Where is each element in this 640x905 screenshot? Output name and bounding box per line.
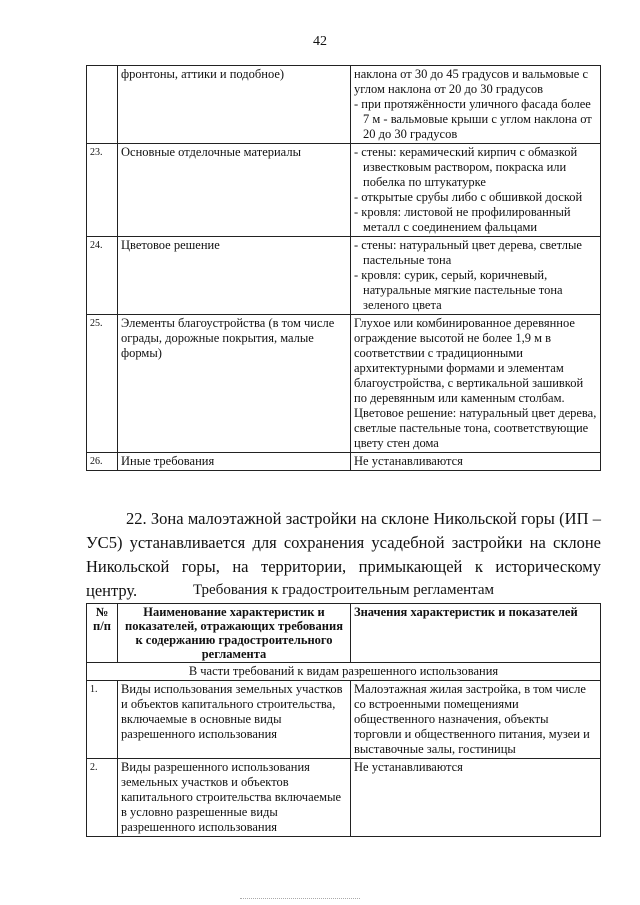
row-number: 2.: [87, 759, 118, 837]
table-row: [87, 237, 601, 315]
row-value: [351, 237, 601, 315]
list-item: - открытые срубы либо с обшивкой доской: [354, 190, 597, 205]
row-value: [351, 66, 601, 144]
section-row: [87, 663, 601, 681]
table-subheading: Требования к градостроительным регламентам: [192, 582, 495, 598]
list-item: - кровля: сурик, серый, коричневый, натуральные мягкие пастельные тона зеленого цвета: [354, 268, 597, 313]
row-value: [351, 315, 601, 453]
list-item: - стены: натуральный цвет дерева, светлые пастельные тона: [354, 238, 597, 268]
zone-requirements-table: [86, 603, 601, 837]
row-name: Цветовое решение: [118, 237, 351, 315]
page-number: 42: [313, 34, 327, 49]
row-number: 26.: [87, 453, 118, 471]
table-row: [87, 681, 601, 759]
list-item: - стены: керамический кирпич с обмазкой известковым раствором, покраска или побелка по штукатурке: [354, 145, 597, 190]
table-row: [87, 315, 601, 453]
value-list: [354, 238, 597, 313]
row-value: Не устанавливаются: [351, 759, 601, 837]
header-value: Значения характеристик и показателей: [351, 604, 601, 663]
row-name: Виды использования земельных участков и объектов капитального строительства, включаемые в основные виды разрешенного использования: [118, 681, 351, 759]
section-title: В части требований к видам разрешенного использования: [87, 663, 601, 681]
row-value: Малоэтажная жилая застройка, в том числе со встроенными помещениями общественного назначения, объекты торговли и общественного питания, музеи и выставочные залы, гостиницы: [351, 681, 601, 759]
row-value: [351, 453, 601, 471]
scan-artifact: [240, 896, 360, 899]
value-list: [354, 145, 597, 235]
value-text: наклона от 30 до 45 градусов и вальмовые с углом наклона от 20 до 30 градусов: [354, 67, 589, 96]
row-number: 25.: [87, 315, 118, 453]
header-number: № п/п: [87, 604, 118, 663]
table-row: [87, 759, 601, 837]
row-number: 23.: [87, 144, 118, 237]
table-row: [87, 144, 601, 237]
row-name: фронтоны, аттики и подобное): [118, 66, 351, 144]
zone-paragraph: 22. Зона малоэтажной застройки на склоне Никольской горы (ИП – УС5) устанавливается для сохранения усадебной застройки на склоне Никольской горы, на территории, примыкающей к историческому центру.: [86, 509, 601, 600]
regulations-table-body: [87, 66, 601, 471]
row-name: Виды разрешенного использования земельных участков и объектов капитального строительства включаемые в условно разрешенные виды разрешенного использования: [118, 759, 351, 837]
row-number: [87, 66, 118, 144]
row-name: Элементы благоустройства (в том числе ограды, дорожные покрытия, малые формы): [118, 315, 351, 453]
row-value: [351, 144, 601, 237]
list-item: - при протяжённости уличного фасада более 7 м - вальмовые крыши с углом наклона от 20 до 30 градусов: [354, 97, 597, 142]
row-name: Иные требования: [118, 453, 351, 471]
table-row: [87, 453, 601, 471]
value-list: [354, 97, 597, 142]
table-header-row: [87, 604, 601, 663]
value-text: Глухое или комбинированное деревянное ограждение высотой не более 1,9 м в соответствии с традиционными архитектурными формами и элементам благоустройства, с вертикальной зашивкой по деревянным или каменным столбам. Цветовое решение: натуральный цвет дерева, светлые пастельные тона, соответствующие цвету стен дома: [354, 316, 597, 450]
row-name: Основные отделочные материалы: [118, 144, 351, 237]
table-row: [87, 66, 601, 144]
header-name: Наименование характеристик и показателей, отражающих требования к содержанию градостроительного регламента: [118, 604, 351, 663]
row-number: 1.: [87, 681, 118, 759]
list-item: - кровля: листовой не профилированный металл с соединением фальцами: [354, 205, 597, 235]
row-number: 24.: [87, 237, 118, 315]
value-text: Не устанавливаются: [354, 454, 463, 468]
regulations-table-continued: [86, 65, 601, 471]
